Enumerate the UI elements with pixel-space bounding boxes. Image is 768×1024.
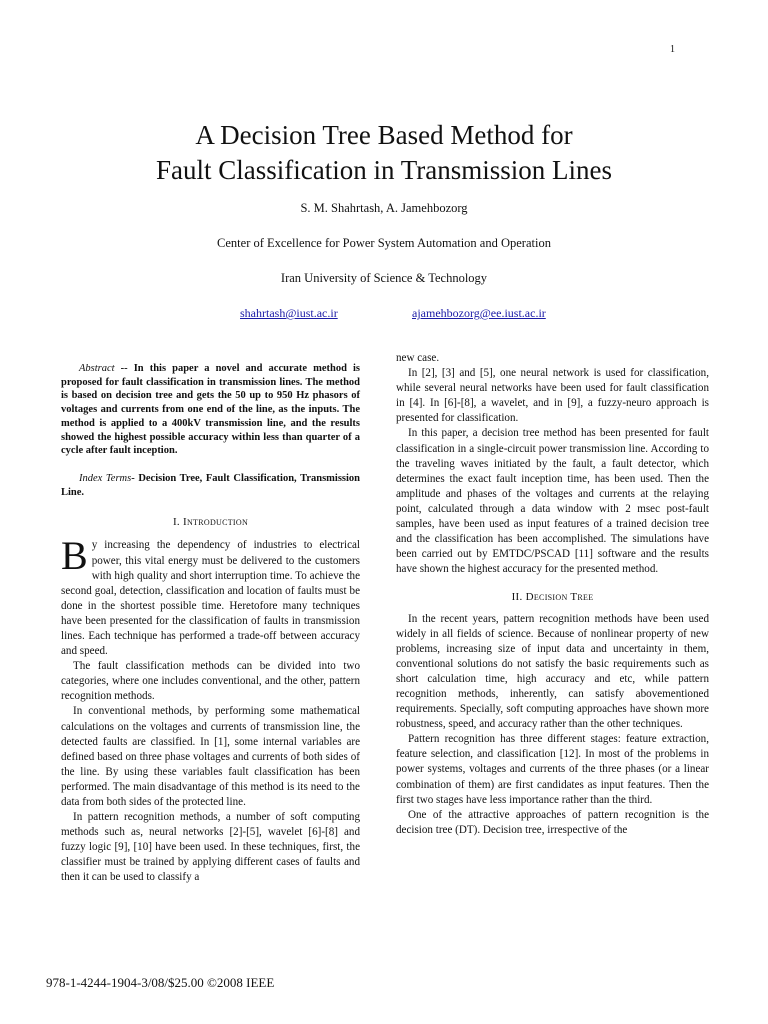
index-terms [61, 472, 360, 499]
section-heading-introduction: I. Introduction [172, 516, 249, 529]
authors: S. M. Shahrtash, A. Jamehbozorg [300, 201, 468, 215]
affiliation-center: Center of Excellence for Power System Automation and Operation [217, 236, 551, 250]
dt-paragraph-2: Pattern recognition has three different stages: feature extraction, feature selection, and classification [12]. In most of the problems in power systems, voltages and currents of the three phases (or a linear combination of them) are first candidates as input features. Then the first two stages have less importance rather than the third. [396, 733, 709, 806]
intro-paragraph-4: In pattern recognition methods, a number of soft computing methods such as, neural networks [2]-[5], wavelet [6]-[8] and fuzzy logic [9], [10] have been used. In these techniques, first, the classifier must be trained by applying different cases of faults and then it can be used to classify a [61, 811, 360, 884]
affiliation-university: Iran University of Science & Technology [280, 271, 488, 285]
title-line-1: A Decision Tree Based Method for [195, 120, 573, 150]
index-terms-label: Index Terms [79, 472, 132, 484]
copyright-footer: 978-1-4244-1904-3/08/$25.00 ©2008 IEEE [46, 975, 275, 990]
continued-paragraph: new case. [396, 352, 440, 364]
intro-paragraph-3: In conventional methods, by performing some mathematical calculations on the voltages and currents of transmission line, the detected faults are classified. In [1], some internal variables are defined based on three phase voltages and currents of both sides of the line. By using these variables fault classification has been performed. The main disadvantage of this method is its need to the data from both sides of the protected line. [61, 705, 360, 809]
dt-paragraph-1: In the recent years, pattern recognition methods have been used widely in all fields of science. Because of nonlinear property of new problems, increasing size of input data and uncertainty in them, conventional solutions do not satisfy the basic requirements such as short calculation time, high accuracy and etc, while pattern recognition methods, inherently, can satisfy abovementioned requirements. Specially, soft computing approaches have shown more robustness, speed, and accuracy rather than the other techniques. [396, 612, 709, 731]
abstract [61, 362, 360, 458]
paper-title [0, 118, 768, 188]
dt-paragraph-3: One of the attractive approaches of pattern recognition is the decision tree (DT). Decision tree, irrespective of the [396, 808, 709, 836]
index-terms-text: - Decision Tree, Fault Classification, Transmission Line. [61, 472, 360, 498]
abstract-text: -- In this paper a novel and accurate method is proposed for fault classification in transmission lines. The method is based on decision tree and gets the 50 up to 950 Hz phasors of voltages and currents from one end of the line, as the inputs. The method is applied to a 400kV transmission line, and the results showed the highest possible accuracy within less than quarter of a cycle after fault inception. [61, 363, 360, 457]
intro-paragraph-2: The fault classification methods can be divided into two categories, where one includes conventional, and the other, pattern recognition methods. [61, 660, 360, 703]
right-column [396, 351, 709, 838]
section-heading-decision-tree: II. Decision Tree [511, 591, 594, 604]
abstract-label: Abstract [79, 363, 115, 374]
drop-cap: B [61, 533, 88, 579]
page-number: 1 [670, 44, 675, 55]
left-column [61, 362, 360, 886]
intro-paragraph-1: By increasing the dependency of industries to electrical power, this vital energy must be delivered to the customers with high quality and short interruption time. To achieve the second goal, detection, classification and location of faults must be done in the shortest possible time. Heretofore many techniques have been presented for the classification of faults in transmission lines. Each technique has performed a trade-off between accuracy and speed. [61, 533, 360, 658]
email-link-shahrtash[interactable]: shahrtash@iust.ac.ir [240, 306, 338, 320]
intro-paragraph-6: In this paper, a decision tree method has been presented for fault classification in a single-circuit power transmission line. According to the traveling waves initiated by the fault, a fault detector, which determines the exact fault inception time, has been used. Then the amplitude and phases of the voltages and currents at the relaying point, calculated through a data window with 2 msec post-fault samples, have been used as input features of a trained decision tree and the classification has been accomplished. The simulations have been carried out by EMTDC/PSCAD [11] software and the results have shown the highest accuracy for the presented method. [396, 427, 709, 576]
title-line-2: Fault Classification in Transmission Lines [155, 155, 613, 185]
email-link-jamehbozorg[interactable]: ajamehbozorg@ee.iust.ac.ir [412, 306, 546, 320]
intro-paragraph-5: In [2], [3] and [5], one neural network is used for classification, while several neural networks have been used for fault classification in [4]. In [6]-[8], a wavelet, and in [9], a fuzzy-neuro approach is presented for classification. [396, 367, 709, 425]
